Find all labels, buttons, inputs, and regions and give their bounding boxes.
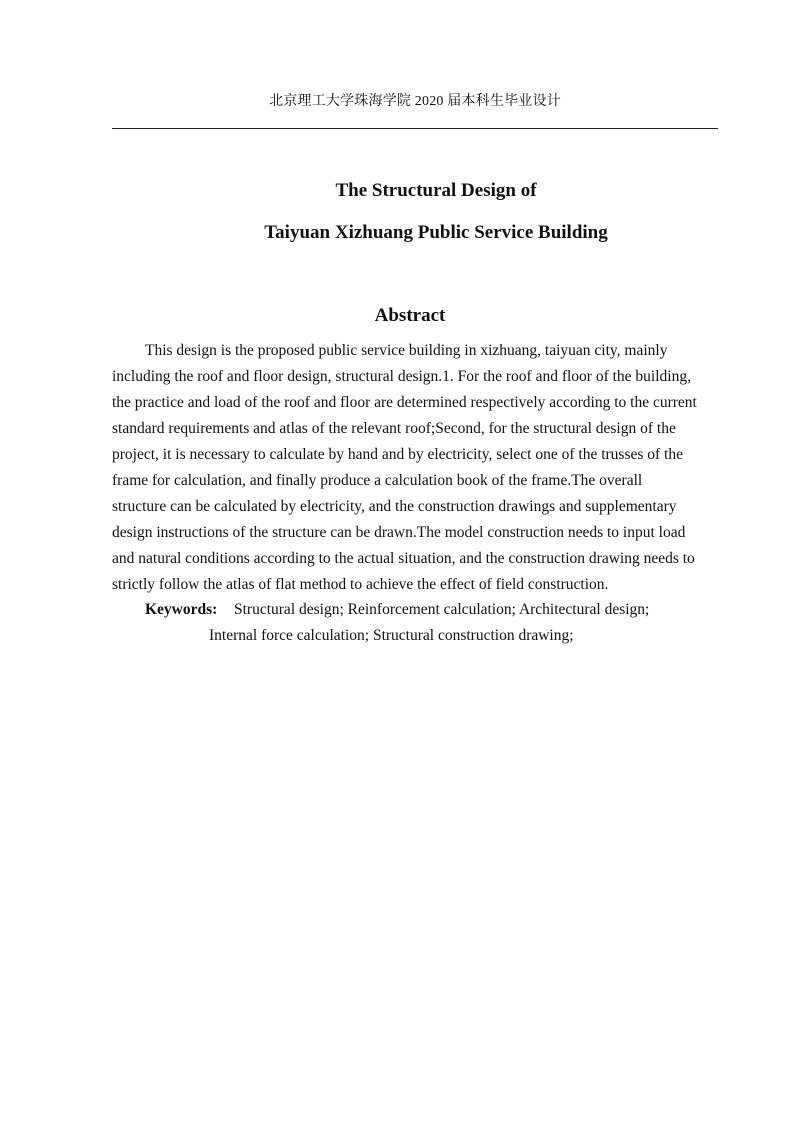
keywords-block [145,597,725,623]
abstract-line: design instructions of the structure can be drawn.The model construction needs to input load [112,524,686,541]
abstract-heading: Abstract [374,305,446,326]
keywords-line-1: Structural design; Reinforcement calculation; Architectural design; [234,601,650,618]
header-divider [112,128,718,129]
abstract-line: the practice and load of the roof and floor are determined respectively according to the current [112,394,697,411]
abstract-line: standard requirements and atlas of the relevant roof;Second, for the structural design of the [112,420,676,437]
abstract-line: This design is the proposed public service building in xizhuang, taiyuan city, mainly [145,342,668,359]
abstract-line: strictly follow the atlas of flat method to achieve the effect of field construction. [112,576,609,593]
title-line-2: Taiyuan Xizhuang Public Service Building [264,222,608,243]
page-header: 北京理工大学珠海学院 2020 届本科生毕业设计 [269,94,561,109]
abstract-line: and natural conditions according to the actual situation, and the construction drawing needs to [112,550,695,567]
abstract-line: project, it is necessary to calculate by hand and by electricity, select one of the trusses of the [112,446,683,463]
title-line-1: The Structural Design of [335,180,537,201]
keywords-label: Keywords: [145,601,218,618]
abstract-line: frame for calculation, and finally produce a calculation book of the frame.The overall [112,472,643,489]
keywords-line-2: Internal force calculation; Structural construction drawing; [209,627,574,644]
abstract-line: including the roof and floor design, structural design.1. For the roof and floor of the building, [112,368,691,385]
abstract-line: structure can be calculated by electricity, and the construction drawings and supplementary [112,498,677,515]
abstract-body [112,338,718,598]
